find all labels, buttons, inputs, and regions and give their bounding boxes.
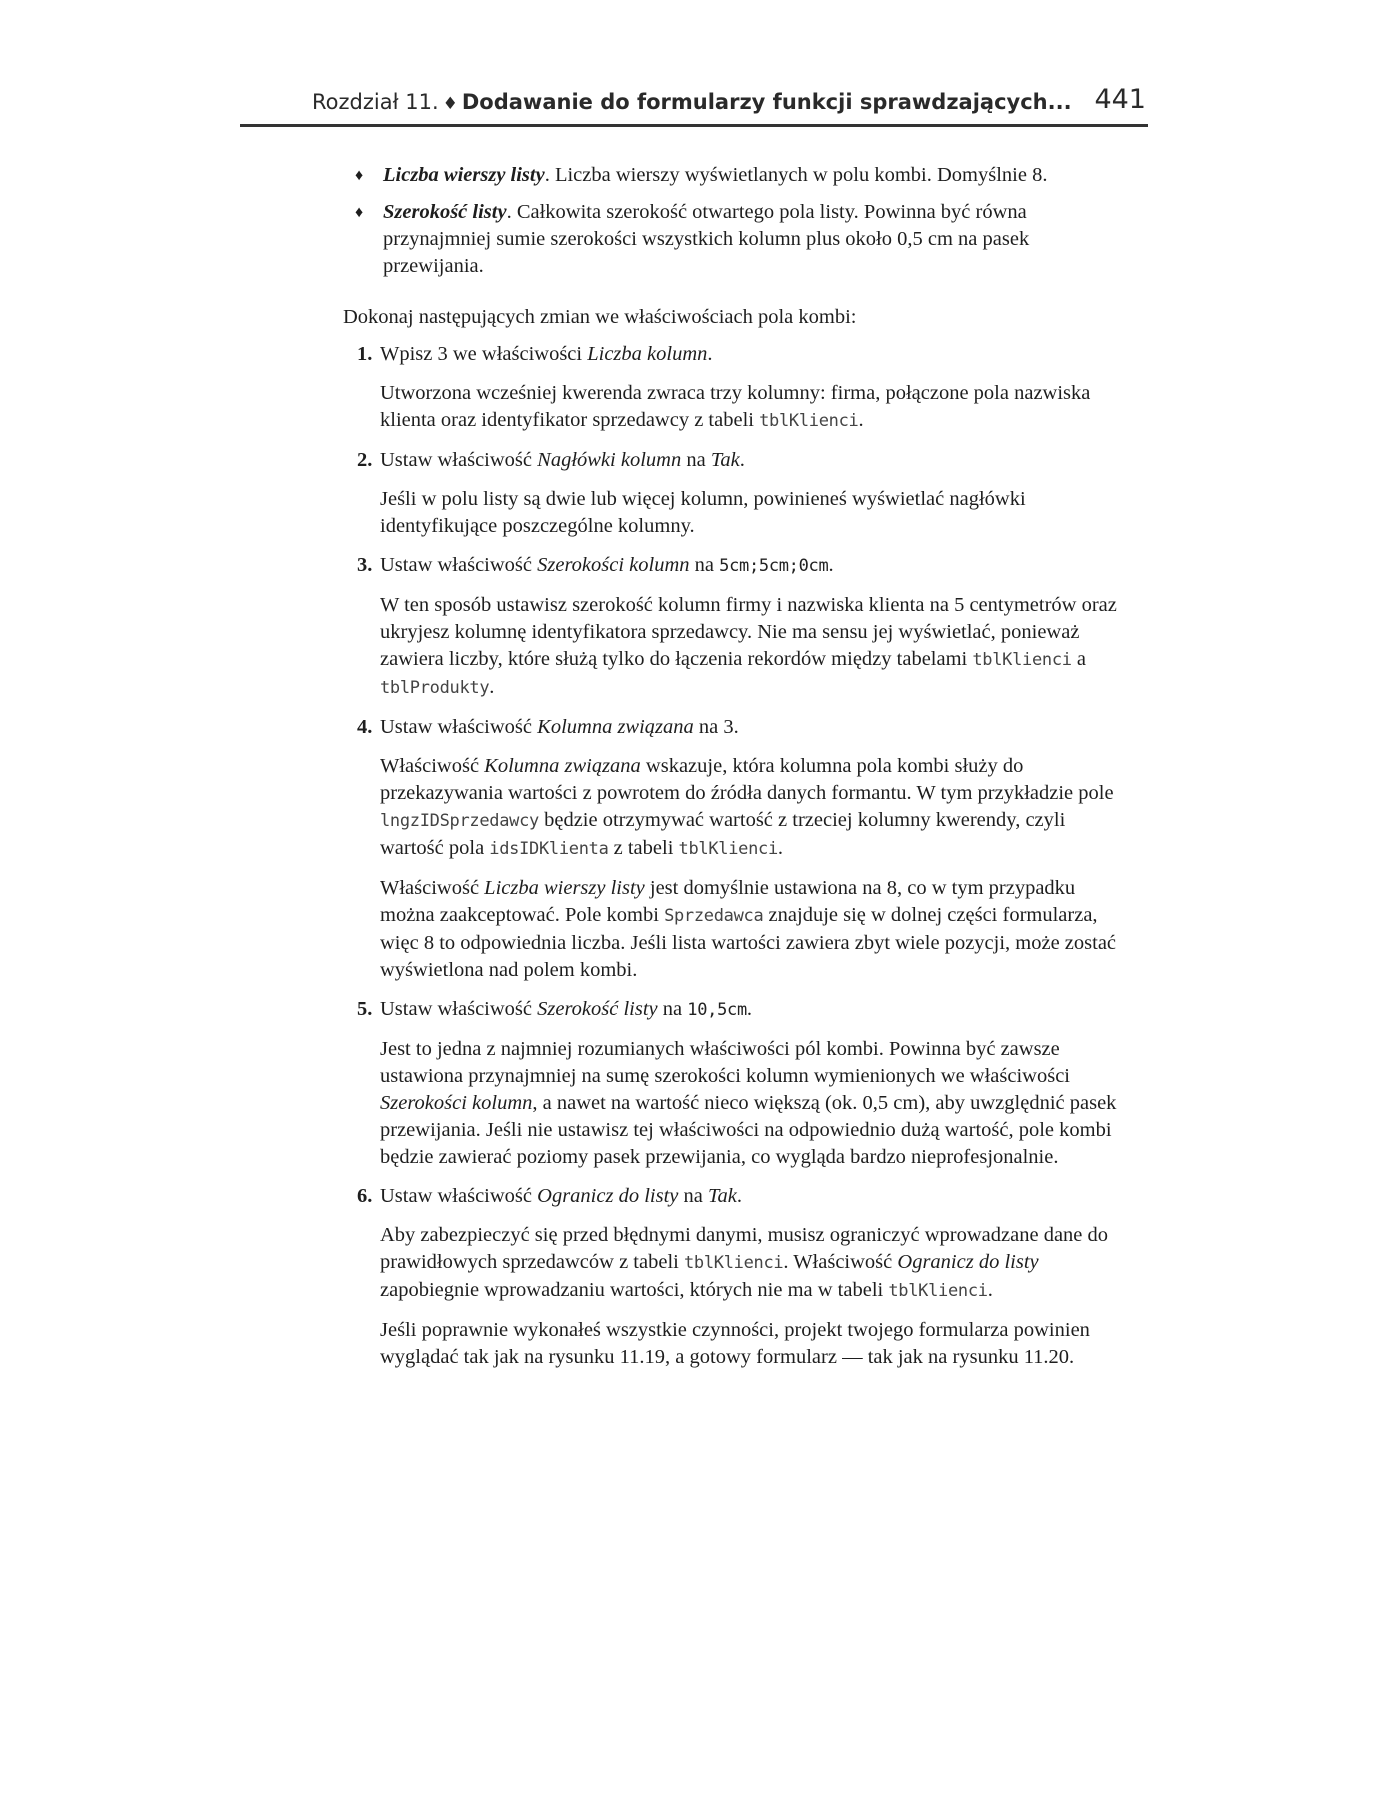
code-term: Sprzedawca: [664, 906, 764, 926]
para-text: Jest to jedna z najmniej rozumianych właściwości pól kombi. Powinna być zawsze ustawiona przynajmniej na sumę szerokości kolumn wymienionych we właściwości: [380, 1038, 1071, 1087]
para-text: .: [489, 676, 495, 698]
bullet-text: . Liczba wierszy wyświetlanych w polu kombi. Domyślnie 8.: [544, 164, 1048, 186]
code-term: tblKlienci: [759, 411, 859, 431]
step-text: Wpisz 3 we właściwości: [380, 343, 588, 365]
property-name: Szerokość listy: [537, 998, 658, 1020]
property-name: Ogranicz do listy: [537, 1185, 679, 1207]
step-2-explanation: [343, 486, 1133, 540]
step-text: na: [689, 554, 720, 576]
bullet-term: Szerokość listy: [383, 201, 507, 223]
step-text: na: [678, 1185, 708, 1207]
bullet-item: [343, 199, 1133, 280]
para-text: z tabeli: [608, 837, 679, 859]
code-term: tblProdukty: [380, 678, 490, 698]
para-text: .: [858, 409, 864, 431]
diamond-icon: ♦: [442, 94, 458, 114]
step-text: Ustaw właściwość: [380, 716, 538, 738]
step-number: 1.: [357, 343, 373, 365]
step-5-explanation: [343, 1036, 1133, 1171]
step-text: Ustaw właściwość: [380, 1185, 538, 1207]
closing-paragraph: [343, 1317, 1133, 1371]
step-text: .: [736, 1185, 742, 1207]
step-text: .: [739, 449, 745, 471]
step-3: [343, 552, 1133, 580]
step-number: 5.: [357, 998, 373, 1020]
bullet-term: Liczba wierszy listy: [383, 164, 545, 186]
property-name: Kolumna związana: [484, 755, 641, 777]
diamond-bullet-icon: ♦: [355, 167, 364, 184]
para-text: Jeśli poprawnie wykonałeś wszystkie czynności, projekt twojego formularza powinien wyglądać tak jak na rysunku 11.19, a gotowy formularz — tak jak na rysunku 11.20.: [380, 1319, 1090, 1368]
chapter-number: Rozdział 11.: [312, 90, 439, 114]
step-3-explanation: [343, 592, 1133, 702]
code-term: lngzIDSprzedawcy: [380, 811, 539, 831]
step-text: .: [828, 554, 834, 576]
step-text: na 3.: [693, 716, 739, 738]
step-text: .: [746, 998, 752, 1020]
property-name: Nagłówki kolumn: [537, 449, 682, 471]
page-body: [343, 162, 1133, 1371]
para-text: .: [777, 837, 784, 859]
step-text: Ustaw właściwość: [380, 998, 538, 1020]
running-header: [240, 84, 1148, 127]
property-name: Liczba kolumn: [587, 343, 708, 365]
step-5: [343, 996, 1133, 1024]
step-number: 2.: [357, 449, 373, 471]
step-text: na: [657, 998, 688, 1020]
page-number: 441: [1094, 84, 1146, 115]
para-text: a: [1071, 648, 1086, 670]
step-4: [343, 714, 1133, 741]
diamond-bullet-icon: ♦: [355, 204, 364, 221]
step-text: .: [707, 343, 713, 365]
step-6: [343, 1183, 1133, 1210]
para-text: .: [987, 1279, 993, 1301]
para-text: , a nawet na wartość nieco większą (ok. 0,5 cm), aby uwzględnić pasek przewijania. Jeśli nie ustawisz tej właściwości na odpowiednio dużą wartość, pole kombi będzie zawierać poziomy pasek przewijania, co wygląda bardzo nieprofesjonalnie.: [380, 1092, 1117, 1168]
property-name: Ogranicz do listy: [897, 1251, 1039, 1273]
chapter-title: Dodawanie do formularzy funkcji sprawdzających...: [461, 90, 1072, 114]
para-text: wskazuje, która kolumna pola kombi służy do przekazywania wartości z powrotem do źródła danych formantu. W tym przykładzie pole: [380, 755, 1114, 804]
step-text: na: [681, 449, 711, 471]
step-number: 6.: [357, 1185, 373, 1207]
code-term: tblKlienci: [678, 839, 778, 859]
para-text: Aby zabezpieczyć się przed błędnymi danymi, musisz ograniczyć wprowadzane dane do prawidłowych sprzedawców z tabeli: [380, 1224, 1109, 1273]
step-4-note: [343, 875, 1133, 984]
property-value: Tak: [707, 1185, 737, 1207]
step-number: 4.: [357, 716, 373, 738]
code-value: 10,5cm: [687, 1000, 747, 1020]
para-text: jest domyślnie ustawiona na 8, co w tym przypadku można zaakceptować. Pole kombi: [380, 877, 1076, 926]
para-text: Właściwość: [380, 755, 485, 777]
step-text: Ustaw właściwość: [380, 554, 538, 576]
step-1-explanation: [343, 380, 1133, 435]
step-4-explanation: [343, 753, 1133, 863]
chapter-heading: [312, 90, 1072, 114]
step-1: [343, 341, 1133, 368]
code-term: tblKlienci: [683, 1253, 784, 1273]
property-value: Tak: [710, 449, 740, 471]
para-text: . Właściwość: [783, 1251, 898, 1273]
code-term: idsIDKlienta: [489, 839, 609, 859]
step-number: 3.: [357, 554, 373, 576]
para-text: zapobiegnie wprowadzaniu wartości, których nie ma w tabeli: [380, 1279, 889, 1301]
step-text: Ustaw właściwość: [380, 449, 538, 471]
para-text: Jeśli w polu listy są dwie lub więcej kolumn, powinieneś wyświetlać nagłówki identyfikujące poszczególne kolumny.: [380, 488, 1026, 537]
property-name: Szerokości kolumn: [537, 554, 690, 576]
para-text: znajduje się w dolnej części formularza, więc 8 to odpowiednia liczba. Jeśli lista wartości zawiera zbyt wiele pozycji, może zostać wyświetlona nad polem kombi.: [380, 904, 1117, 981]
code-term: tblKlienci: [972, 650, 1072, 670]
para-text: W ten sposób ustawisz szerokość kolumn firmy i nazwiska klienta na 5 centymetrów oraz ukryjesz kolumnę identyfikatora sprzedawcy. Nie ma sensu jej wyświetlać, ponieważ zawiera liczby, które służą tylko do łączenia rekordów między tabelami: [380, 594, 1117, 670]
property-name: Szerokości kolumn: [380, 1092, 533, 1114]
property-name: Kolumna związana: [537, 716, 694, 738]
code-term: tblKlienci: [888, 1281, 988, 1301]
bullet-item: [343, 162, 1133, 189]
para-text: będzie otrzymywać wartość z trzeciej kolumny kwerendy, czyli wartość pola: [380, 809, 1066, 859]
code-value: 5cm;5cm;0cm: [719, 556, 829, 576]
intro-paragraph: Dokonaj następujących zmian we właściwościach pola kombi:: [343, 306, 857, 328]
bullet-text: . Całkowita szerokość otwartego pola listy. Powinna być równa przynajmniej sumie szerokości wszystkich kolumn plus około 0,5 cm na pasek przewijania.: [383, 201, 1030, 277]
para-text: Właściwość: [380, 877, 485, 899]
property-name: Liczba wierszy listy: [484, 877, 645, 899]
step-6-explanation: [343, 1222, 1133, 1305]
para-text: Utworzona wcześniej kwerenda zwraca trzy kolumny: firma, połączone pola nazwiska klienta oraz identyfikator sprzedawcy z tabeli: [380, 382, 1091, 431]
step-2: [343, 447, 1133, 474]
